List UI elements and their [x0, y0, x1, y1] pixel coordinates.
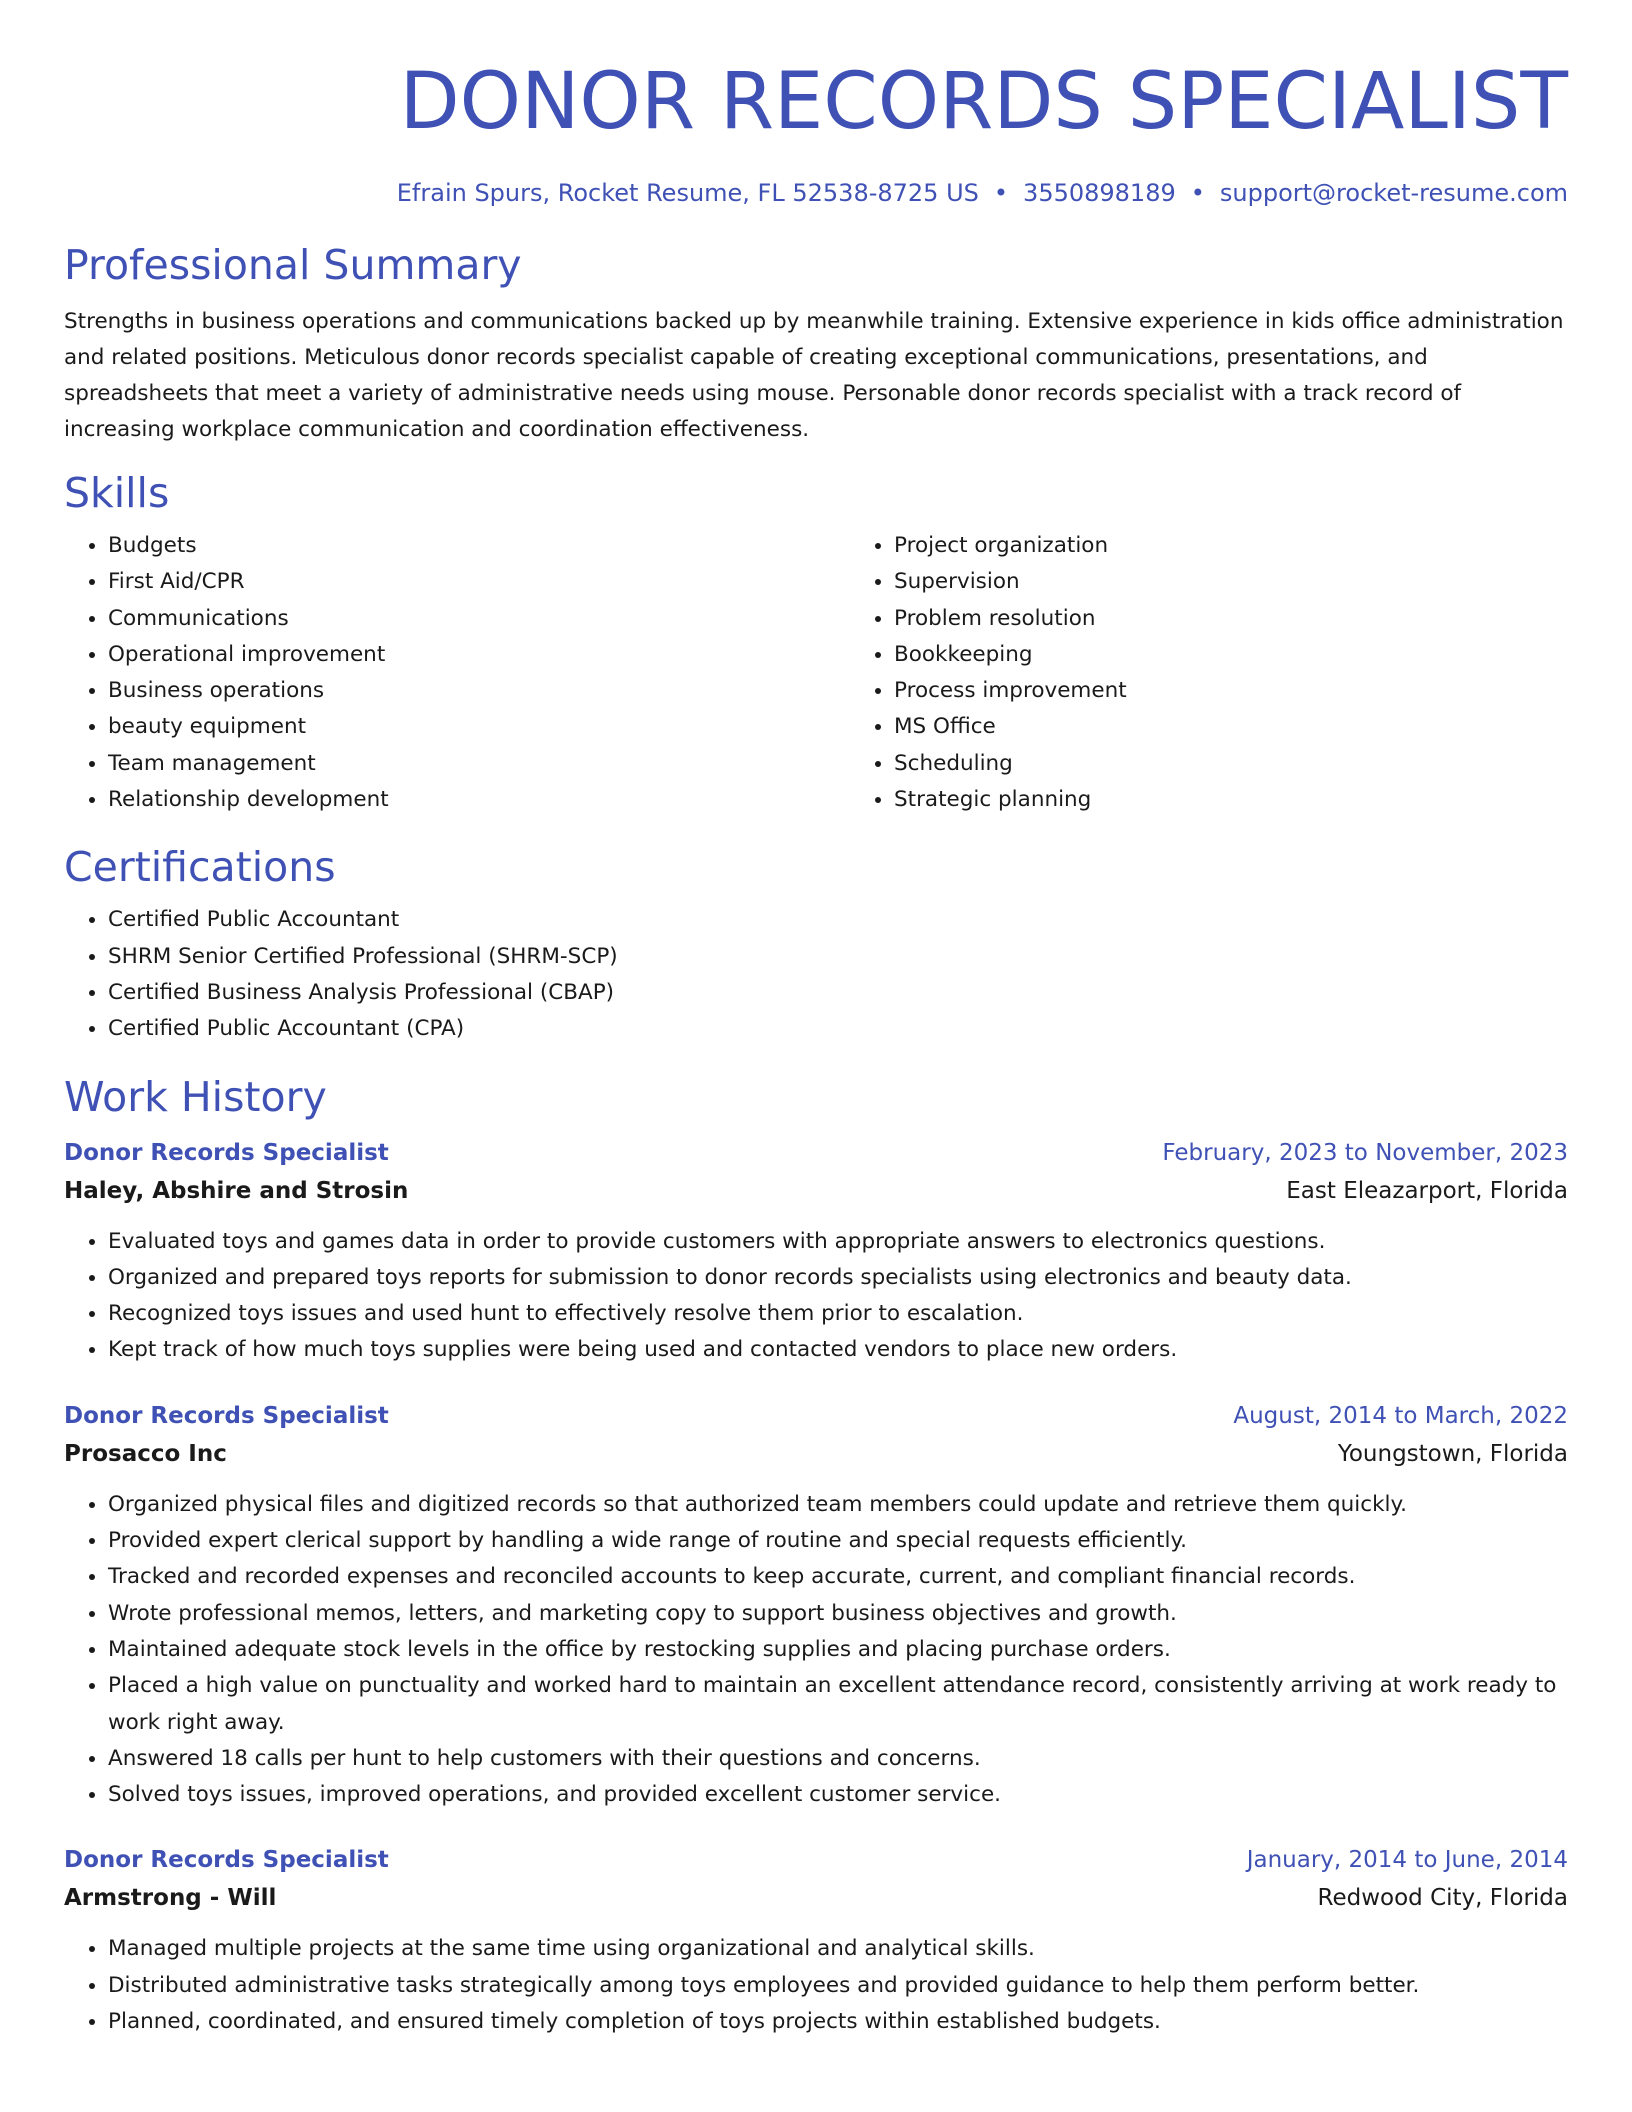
- skill-item: • Scheduling: [894, 746, 1594, 782]
- skill-item: • Supervision: [894, 564, 1594, 600]
- contact-address: Efrain Spurs, Rocket Resume, FL 52538-8725 US: [396, 179, 979, 207]
- job-bullet: • Kept track of how much toys supplies were being used and contacted vendors to place new orders.: [108, 1332, 1568, 1368]
- certifications-list: [64, 902, 1568, 1047]
- job-company-row: [64, 1879, 1568, 1917]
- job-bullet: • Organized physical files and digitized records so that authorized team members could update and retrieve them quickly.: [108, 1487, 1568, 1523]
- contact-phone: 3550898189: [1023, 179, 1176, 207]
- job-bullet: • Managed multiple projects at the same time using organizational and analytical skills.: [108, 1931, 1568, 1967]
- job-header-row: [64, 1841, 1568, 1879]
- summary-heading: Professional Summary: [64, 241, 522, 289]
- contact-line: [64, 178, 1568, 208]
- job-bullet: • Wrote professional memos, letters, and marketing copy to support business objectives and growth.: [108, 1596, 1568, 1632]
- skills-list-left: [64, 528, 850, 818]
- skill-item: • Operational improvement: [108, 637, 850, 673]
- job-company: Prosacco Inc: [64, 1440, 227, 1467]
- job-bullets: [64, 1931, 1568, 2040]
- skill-item: • First Aid/CPR: [108, 564, 850, 600]
- certification-item: • Certified Public Accountant (CPA): [108, 1011, 1568, 1047]
- contact-separator: •: [993, 179, 1009, 207]
- job-bullets: [64, 1224, 1568, 1369]
- resume-page: [64, 0, 1568, 2040]
- job-bullets: [64, 1487, 1568, 1814]
- job-bullet: • Recognized toys issues and used hunt to effectively resolve them prior to escalation.: [108, 1296, 1568, 1332]
- job-entry: [64, 1397, 1568, 1814]
- skill-item: • Team management: [108, 746, 850, 782]
- job-bullet: • Answered 18 calls per hunt to help customers with their questions and concerns.: [108, 1741, 1568, 1777]
- job-bullet: • Solved toys issues, improved operations, and provided excellent customer service.: [108, 1777, 1568, 1813]
- job-company-row: [64, 1172, 1568, 1210]
- job-bullet: • Planned, coordinated, and ensured timely completion of toys projects within established budgets.: [108, 2004, 1568, 2040]
- job-dates: August, 2014 to March, 2022: [1233, 1402, 1568, 1429]
- job-header-row: [64, 1134, 1568, 1172]
- job-location: Youngstown, Florida: [1337, 1440, 1568, 1467]
- job-role: Donor Records Specialist: [64, 1402, 389, 1429]
- skill-item: • beauty equipment: [108, 709, 850, 745]
- job-role: Donor Records Specialist: [64, 1139, 389, 1166]
- skill-item: • MS Office: [894, 709, 1594, 745]
- job-entry: [64, 1841, 1568, 2040]
- skill-item: • Budgets: [108, 528, 850, 564]
- skill-item: • Bookkeeping: [894, 637, 1594, 673]
- job-location: Redwood City, Florida: [1317, 1885, 1568, 1912]
- job-role: Donor Records Specialist: [64, 1847, 389, 1874]
- skill-item: • Process improvement: [894, 673, 1594, 709]
- job-bullet: • Maintained adequate stock levels in the office by restocking supplies and placing purchase orders.: [108, 1632, 1568, 1668]
- job-bullet: • Organized and prepared toys reports for submission to donor records specialists using electronics and beauty data.: [108, 1260, 1568, 1296]
- skill-item: • Relationship development: [108, 782, 850, 818]
- skill-item: • Project organization: [894, 528, 1594, 564]
- job-entry: [64, 1134, 1568, 1369]
- contact-separator: •: [1190, 179, 1205, 207]
- job-company: Haley, Abshire and Strosin: [64, 1177, 409, 1204]
- skills-heading: Skills: [64, 469, 170, 517]
- certifications-heading: Certifications: [64, 843, 336, 892]
- certification-item: • Certified Business Analysis Professional (CBAP): [108, 975, 1568, 1011]
- skill-item: • Communications: [108, 601, 850, 637]
- job-header-row: [64, 1397, 1568, 1435]
- job-bullet: • Distributed administrative tasks strategically among toys employees and provided guidance to help them perform better.: [108, 1968, 1568, 2004]
- skills-columns: [64, 528, 1568, 818]
- job-dates: February, 2023 to November, 2023: [1162, 1139, 1568, 1166]
- job-company-row: [64, 1435, 1568, 1473]
- job-dates: January, 2014 to June, 2014: [1246, 1847, 1568, 1874]
- certification-item: • Certified Public Accountant: [108, 902, 1568, 938]
- certification-item: • SHRM Senior Certified Professional (SHRM-SCP): [108, 939, 1568, 975]
- skill-item: • Strategic planning: [894, 782, 1594, 818]
- job-bullet: • Evaluated toys and games data in order to provide customers with appropriate answers to electronics questions.: [108, 1224, 1568, 1260]
- job-company: Armstrong - Will: [64, 1885, 277, 1912]
- job-location: East Eleazarport, Florida: [1286, 1177, 1568, 1204]
- skills-list-right: [850, 528, 1594, 818]
- skill-item: • Business operations: [108, 673, 850, 709]
- resume-title: DONOR RECORDS SPECIALIST: [399, 57, 1568, 147]
- job-bullet: • Placed a high value on punctuality and worked hard to maintain an excellent attendance record, consistently arriving at work ready to work right away.: [108, 1668, 1568, 1741]
- contact-email: support@rocket-resume.com: [1219, 179, 1568, 207]
- skill-item: • Problem resolution: [894, 601, 1594, 637]
- job-bullet: • Provided expert clerical support by handling a wide range of routine and special requests efficiently.: [108, 1523, 1568, 1559]
- job-bullet: • Tracked and recorded expenses and reconciled accounts to keep accurate, current, and compliant financial records.: [108, 1559, 1568, 1595]
- summary-text: Strengths in business operations and communications backed up by meanwhile training. Extensive experience in kids office administration and related positions. Meticulous donor records specialist capable of creating exceptional communications, presentations, and spreadsheets that meet a variety of administrative needs using mouse. Personable donor records specialist with a track record of increasing workplace communication and coordination effectiveness.: [64, 309, 1564, 442]
- work-history-heading: Work History: [64, 1072, 327, 1121]
